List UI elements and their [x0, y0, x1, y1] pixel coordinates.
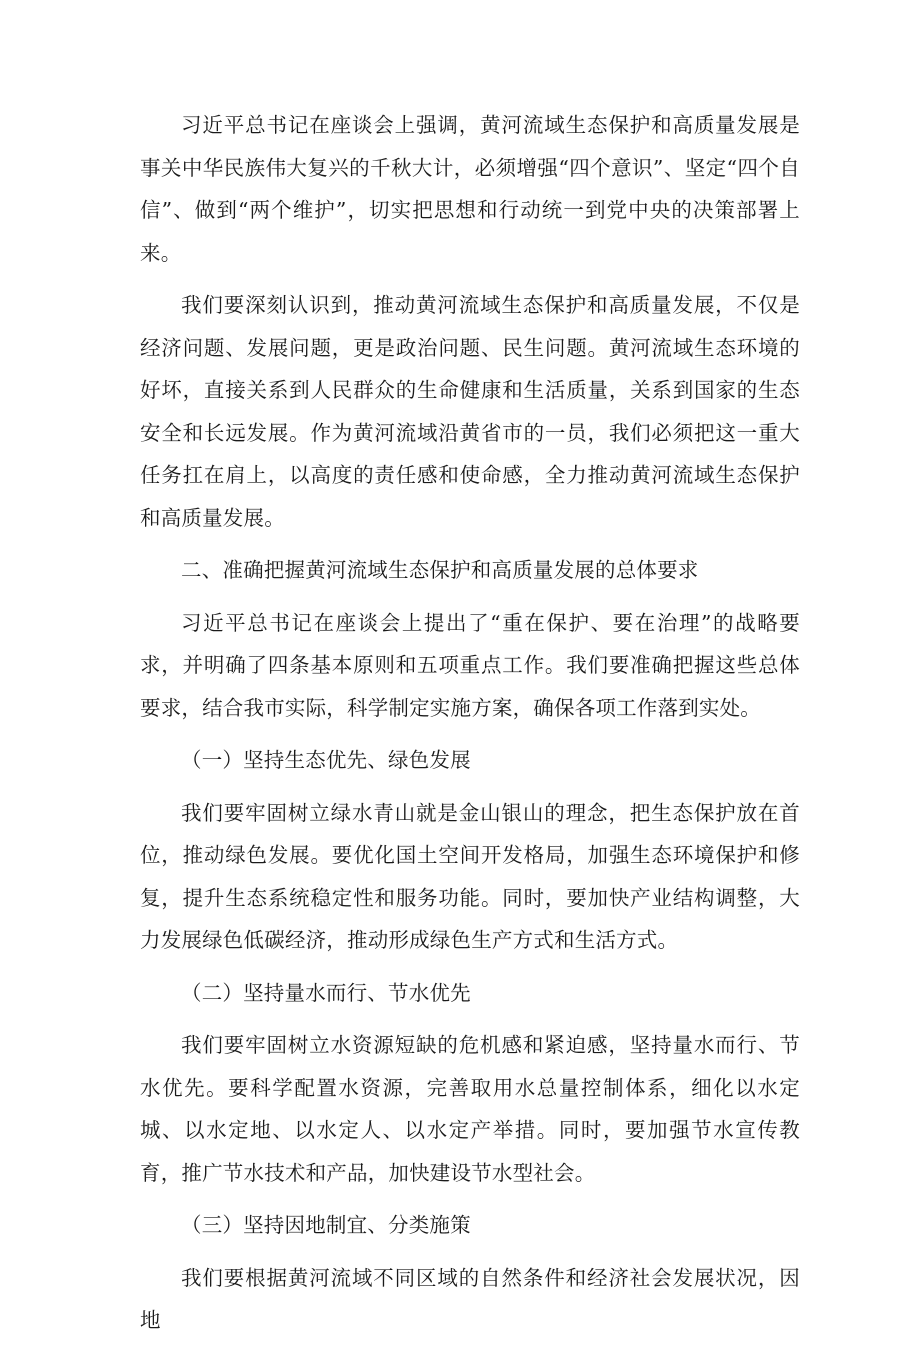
subheading-2: （二）坚持量水而行、节水优先	[181, 980, 471, 1005]
paragraph-3: 习近平总书记在座谈会上提出了“重在保护、要在治理”的战略要求，并明确了四条基本原则和五项重点工作。我们要准确把握这些总体要求，结合我市实际，科学制定实施方案，确保各项工作落到实处。	[140, 610, 800, 720]
paragraph-4: 我们要牢固树立绿水青山就是金山银山的理念，把生态保护放在首位，推动绿色发展。要优化国土空间开发格局，加强生态环境保护和修复，提升生态系统稳定性和服务功能。同时，要加快产业结构调整，大力发展绿色低碳经济，推动形成绿色生产方式和生活方式。	[140, 800, 800, 952]
section-heading-2: 二、准确把握黄河流域生态保护和高质量发展的总体要求	[181, 558, 699, 582]
paragraph-5: 我们要牢固树立水资源短缺的危机感和紧迫感，坚持量水而行、节水优先。要科学配置水资源，完善取用水总量控制体系，细化以水定城、以水定地、以水定人、以水定产举措。同时，要加强节水宣传教育，推广节水技术和产品，加快建设节水型社会。	[140, 1033, 800, 1185]
paragraph-1: 习近平总书记在座谈会上强调，黄河流域生态保护和高质量发展是事关中华民族伟大复兴的千秋大计，必须增强“四个意识”、坚定“四个自信”、做到“两个维护”，切实把思想和行动统一到党中央的决策部署上来。	[140, 113, 800, 265]
paragraph-6: 我们要根据黄河流域不同区域的自然条件和经济社会发展状况，因地	[140, 1265, 800, 1332]
document-page	[140, 104, 800, 1352]
subheading-3: （三）坚持因地制宜、分类施策	[181, 1213, 471, 1237]
subheading-1: （一）坚持生态优先、绿色发展	[181, 748, 471, 772]
paragraph-2: 我们要深刻认识到，推动黄河流域生态保护和高质量发展，不仅是经济问题、发展问题，更是政治问题、民生问题。黄河流域生态环境的好坏，直接关系到人民群众的生命健康和生活质量，关系到国家的生态安全和长远发展。作为黄河流域沿黄省市的一员，我们必须把这一重大任务扛在肩上，以高度的责任感和使命感，全力推动黄河流域生态保护和高质量发展。	[140, 293, 800, 530]
